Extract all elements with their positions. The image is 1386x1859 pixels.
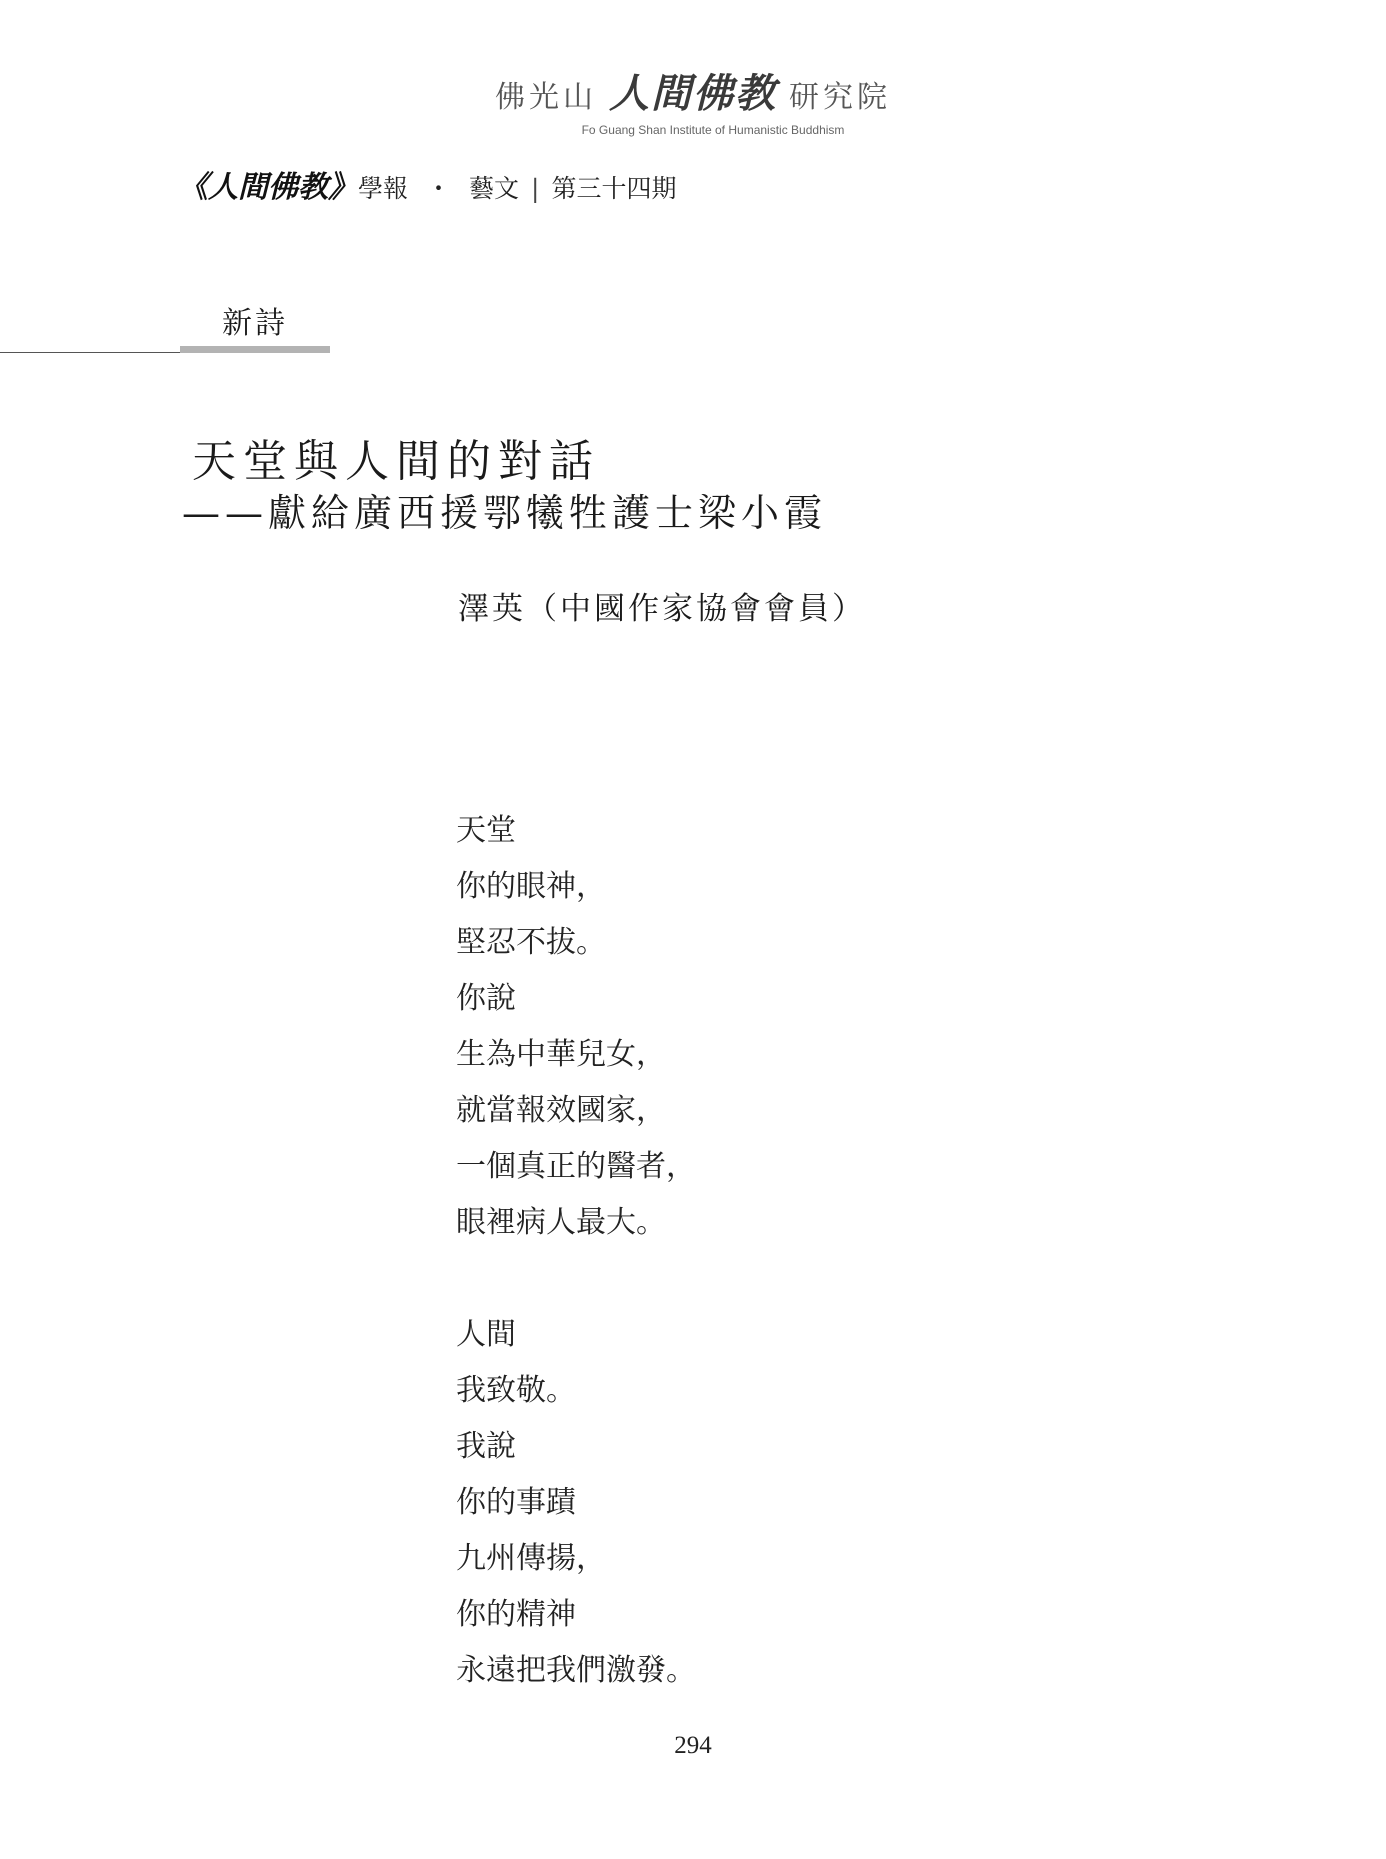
running-head-divider: |: [531, 174, 540, 203]
poem-line: 堅忍不拔。: [456, 925, 606, 960]
poem-line: 我說: [456, 1429, 516, 1464]
masthead-logo: [495, 62, 891, 119]
masthead-left-text: 佛光山: [495, 80, 597, 115]
running-head-dot: ・: [426, 174, 452, 203]
poem-line: 你的眼神，: [456, 869, 606, 904]
running-head-issue: 第三十四期: [551, 174, 677, 203]
article-title: 天堂與人間的對話: [192, 436, 600, 487]
article-subtitle: ——獻給廣西援鄂犧牲護士梁小霞: [182, 491, 828, 535]
article-author: 澤英（中國作家協會會員）: [458, 591, 866, 627]
masthead-brand-text: 人間佛教: [609, 70, 777, 117]
masthead-right-text: 研究院: [789, 80, 891, 115]
section-rule-accent: [180, 346, 330, 353]
poem-line: 就當報效國家，: [456, 1093, 666, 1128]
running-head: [178, 162, 677, 206]
poem-line: 你說: [456, 981, 516, 1016]
poem-line: 眼裡病人最大。: [456, 1205, 666, 1240]
poem-stanza: [456, 1307, 696, 1699]
poem-line: 天堂: [456, 813, 516, 848]
poem-line: 一個真正的醫者，: [456, 1149, 696, 1184]
masthead-english-name: Fo Guang Shan Institute of Humanistic Buddhism: [581, 123, 845, 137]
poem-line: 生為中華兒女，: [456, 1037, 666, 1072]
poem-stanza: [456, 803, 696, 1251]
poem-line: 九州傳揚，: [456, 1541, 606, 1576]
running-head-section: 藝文: [469, 174, 520, 203]
poem-line: 人間: [456, 1317, 516, 1352]
section-label: 新詩: [222, 306, 288, 341]
running-head-brand: 《人間佛教》: [178, 170, 358, 205]
poem-line: 你的事蹟: [456, 1485, 576, 1520]
running-head-journal: 學報: [358, 174, 409, 203]
poem-line: 你的精神: [456, 1597, 576, 1632]
masthead: [0, 62, 1386, 137]
page-number: 294: [674, 1732, 712, 1759]
poem-body: [456, 803, 696, 1699]
poem-line: 我致敬。: [456, 1373, 576, 1408]
poem-line: 永遠把我們激發。: [456, 1653, 696, 1688]
